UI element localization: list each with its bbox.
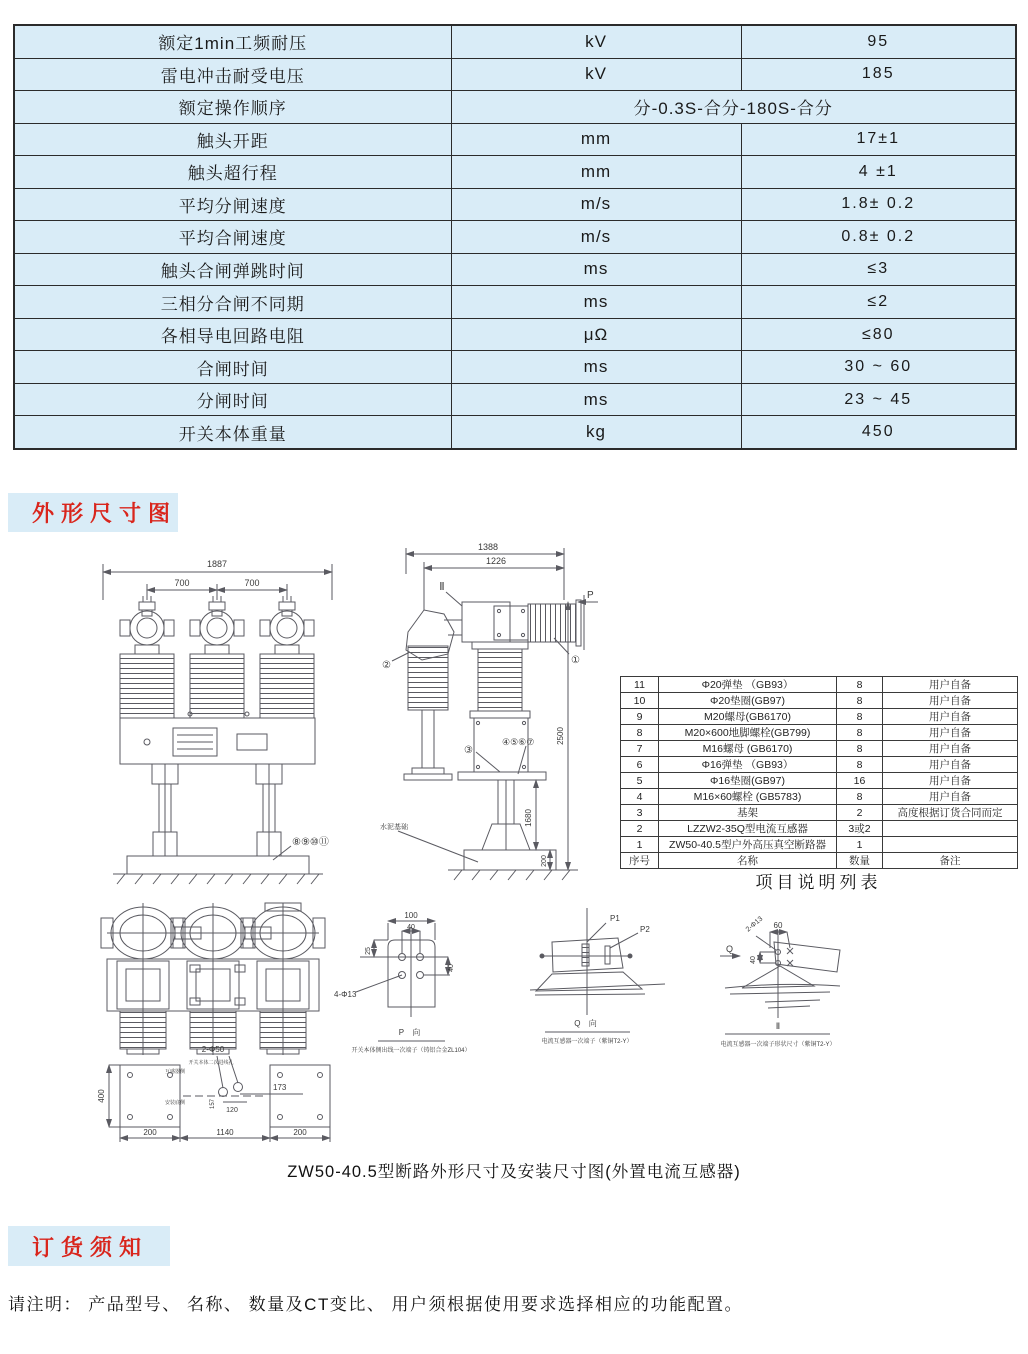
label-2-phi13: 2-Φ13	[744, 915, 765, 934]
table-row	[621, 837, 1018, 853]
spec-unit: kg	[451, 416, 741, 449]
part-name: M16×60螺栓 (GB5783)	[659, 789, 837, 805]
dim-173: 173	[273, 1083, 287, 1092]
spec-unit: mm	[451, 123, 741, 156]
spec-value: ≤80	[741, 318, 1016, 351]
spec-name: 开关本体重量	[14, 416, 451, 449]
section-title-text: 订货须知	[32, 1234, 149, 1260]
dim-40-top: 40	[407, 924, 415, 931]
part-note: 用户自备	[883, 757, 1018, 773]
spec-name: 分闸时间	[14, 383, 451, 416]
spec-unit: m/s	[451, 188, 741, 221]
part-note: 用户自备	[883, 773, 1018, 789]
spec-name: 额定1min工频耐压	[14, 25, 451, 58]
part-note: 用户自备	[883, 741, 1018, 757]
spec-value: 185	[741, 58, 1016, 91]
table-row	[621, 709, 1018, 725]
part-qty: 8	[837, 725, 883, 741]
detail-q-drawing	[530, 890, 700, 1060]
spec-value: ≤3	[741, 253, 1016, 286]
table-row	[621, 821, 1018, 837]
table-row	[14, 91, 1016, 124]
table-row	[14, 156, 1016, 189]
spec-unit: ms	[451, 351, 741, 384]
table-row	[621, 805, 1018, 821]
label-mount-side: 安装底侧	[164, 1100, 185, 1106]
section-title-outline	[8, 493, 178, 532]
dim-1680: 1680	[524, 809, 533, 827]
spec-value: ≤2	[741, 286, 1016, 319]
dim-400: 400	[97, 1089, 106, 1103]
spec-value: 0.8± 0.2	[741, 221, 1016, 254]
part-name: ZW50-40.5型户外高压真空断路器	[659, 837, 837, 853]
spec-name: 额定操作顺序	[14, 91, 451, 124]
spec-name: 三相分合闸不同期	[14, 286, 451, 319]
part-name: M16螺母 (GB6170)	[659, 741, 837, 757]
part-qty: 8	[837, 741, 883, 757]
table-row	[14, 286, 1016, 319]
dim-120: 120	[226, 1107, 238, 1114]
part-name: Φ20垫圈(GB97)	[659, 693, 837, 709]
spec-unit: μΩ	[451, 318, 741, 351]
ordering-note: 请注明： 产品型号、 名称、 数量及CT变比、 用户须根据使用要求选择相应的功能配置。	[8, 1295, 744, 1314]
part-name: 基架	[659, 805, 837, 821]
spec-unit: m/s	[451, 221, 741, 254]
part-qty: 8	[837, 789, 883, 805]
spec-value: 450	[741, 416, 1016, 449]
dim-200-right: 200	[293, 1128, 307, 1137]
part-name: M20螺母(GB6170)	[659, 709, 837, 725]
header-note: 备注	[883, 853, 1018, 869]
spec-value: 30 ~ 60	[741, 351, 1016, 384]
spec-value: 23 ~ 45	[741, 383, 1016, 416]
part-note: 用户自备	[883, 677, 1018, 693]
part-note	[883, 821, 1018, 837]
dim-25: 25	[365, 947, 372, 955]
part-name: LZZW2-35Q型电流互感器	[659, 821, 837, 837]
detail-ii-drawing	[690, 890, 860, 1060]
label-p2: P2	[640, 925, 650, 934]
part-qty: 3或2	[837, 821, 883, 837]
parts-table-caption: 项目说明列表	[755, 873, 882, 892]
header-qty: 数量	[837, 853, 883, 869]
part-note: 高度根据订货合同而定	[883, 805, 1018, 821]
figure-caption: ZW50-40.5型断路外形尺寸及安装尺寸图(外置电流互感器)	[287, 1163, 741, 1181]
spec-unit: kV	[451, 58, 741, 91]
part-note: 用户自备	[883, 709, 1018, 725]
spec-name: 平均合闸速度	[14, 221, 451, 254]
label-secondary-wiring-hole: 开关本体二次进线孔	[188, 1060, 234, 1066]
part-no: 8	[621, 725, 659, 741]
part-qty: 8	[837, 757, 883, 773]
top-view-drawing	[95, 895, 350, 1057]
part-no: 6	[621, 757, 659, 773]
spec-unit: mm	[451, 156, 741, 189]
side-view-drawing	[378, 540, 603, 890]
dim-100: 100	[404, 911, 418, 920]
spec-unit: ms	[451, 286, 741, 319]
callout-8-9-10-11: ⑧⑨⑩⑪	[292, 837, 329, 848]
part-qty: 8	[837, 677, 883, 693]
dim-200-left: 200	[143, 1128, 157, 1137]
label-q-direction: Q	[726, 944, 734, 954]
table-row	[14, 58, 1016, 91]
part-no: 4	[621, 789, 659, 805]
dim-60: 60	[773, 921, 783, 930]
dim-side-inner: 1226	[485, 556, 507, 566]
spec-name: 平均分闸速度	[14, 188, 451, 221]
label-2-phi50: 2-Φ50	[201, 1045, 225, 1054]
table-row	[621, 773, 1018, 789]
part-qty: 8	[837, 709, 883, 725]
callout-2: ②	[382, 660, 391, 671]
table-row	[14, 416, 1016, 449]
part-no: 3	[621, 805, 659, 821]
spec-name: 触头合闸弹跳时间	[14, 253, 451, 286]
table-row	[621, 693, 1018, 709]
part-qty: 8	[837, 693, 883, 709]
footprint-drawing	[95, 1040, 355, 1155]
table-row	[621, 725, 1018, 741]
part-qty: 2	[837, 805, 883, 821]
dim-front-total: 1887	[206, 559, 228, 569]
table-row	[621, 741, 1018, 757]
label-ct-side: 互感器侧	[164, 1069, 185, 1075]
dim-side-total: 1388	[477, 542, 499, 552]
spec-unit: kV	[451, 25, 741, 58]
part-note: 用户自备	[883, 725, 1018, 741]
spec-name: 合闸时间	[14, 351, 451, 384]
part-note: 用户自备	[883, 789, 1018, 805]
spec-name: 触头开距	[14, 123, 451, 156]
table-header-row	[621, 853, 1018, 869]
label-concrete-foundation: 水泥基础	[380, 824, 408, 831]
part-name: M20×600地脚螺栓(GB799)	[659, 725, 837, 741]
dim-157: 157	[210, 1098, 216, 1110]
label-p-direction: P	[587, 590, 594, 601]
table-row	[14, 25, 1016, 58]
dim-200-base: 200	[541, 855, 548, 867]
part-name: Φ16垫圈(GB97)	[659, 773, 837, 789]
part-no: 10	[621, 693, 659, 709]
spec-name: 雷电冲击耐受电压	[14, 58, 451, 91]
spec-unit: ms	[451, 253, 741, 286]
section-title-text: 外形尺寸图	[32, 501, 178, 526]
detail-p-drawing	[330, 895, 530, 1060]
dim-front-left: 700	[174, 578, 190, 588]
spec-value: 17±1	[741, 123, 1016, 156]
part-name: Φ20弹垫 （GB93）	[659, 677, 837, 693]
spec-merged-value: 分-0.3S-合分-180S-合分	[451, 91, 1016, 124]
detail-p-caption: 开关本体侧出线一次端子（铸铝合金ZL104）	[351, 1048, 471, 1054]
part-no: 7	[621, 741, 659, 757]
detail-q-caption: 电流互感器一次端子（紫铜T2-Y）	[541, 1039, 633, 1045]
spec-value: 95	[741, 25, 1016, 58]
part-no: 9	[621, 709, 659, 725]
table-row	[621, 677, 1018, 693]
parts-table	[620, 676, 1018, 869]
dim-front-right: 700	[244, 578, 260, 588]
callout-4-5-6-7: ④⑤⑥⑦	[502, 737, 535, 747]
part-note	[883, 837, 1018, 853]
dim-2500: 2500	[556, 727, 565, 745]
part-qty: 16	[837, 773, 883, 789]
spec-table	[13, 24, 1017, 450]
part-no: 1	[621, 837, 659, 853]
callout-1: ①	[571, 655, 580, 666]
table-row	[621, 757, 1018, 773]
view-label-ii: Ⅱ	[775, 1021, 781, 1031]
part-note: 用户自备	[883, 693, 1018, 709]
part-no: 5	[621, 773, 659, 789]
label-4-phi13: 4-Φ13	[334, 990, 357, 999]
table-row	[14, 318, 1016, 351]
table-row	[14, 351, 1016, 384]
part-qty: 1	[837, 837, 883, 853]
spec-value: 4 ±1	[741, 156, 1016, 189]
table-row	[14, 383, 1016, 416]
spec-name: 各相导电回路电阻	[14, 318, 451, 351]
detail-ii-caption: 电流互感器一次端子形状尺寸（紫铜T2-Y）	[720, 1042, 836, 1048]
spec-name: 触头超行程	[14, 156, 451, 189]
table-row	[14, 188, 1016, 221]
front-view-drawing	[85, 548, 350, 913]
spec-unit: ms	[451, 383, 741, 416]
part-no: 11	[621, 677, 659, 693]
dim-1140: 1140	[216, 1128, 234, 1137]
view-label-q: Q 向	[574, 1019, 600, 1028]
view-label-p: P 向	[398, 1028, 424, 1037]
part-name: Φ16弹垫 （GB93）	[659, 757, 837, 773]
table-row	[14, 221, 1016, 254]
section-mark: Ⅱ	[439, 581, 445, 593]
dim-40: 40	[750, 956, 757, 964]
table-row	[14, 123, 1016, 156]
table-row	[621, 789, 1018, 805]
table-row	[14, 253, 1016, 286]
spec-value: 1.8± 0.2	[741, 188, 1016, 221]
header-name: 名称	[659, 853, 837, 869]
section-title-ordering	[8, 1226, 170, 1266]
callout-3: ③	[464, 745, 473, 756]
part-no: 2	[621, 821, 659, 837]
dim-40-right: 40	[448, 964, 455, 972]
header-no: 序号	[621, 853, 659, 869]
label-p1: P1	[610, 914, 620, 923]
